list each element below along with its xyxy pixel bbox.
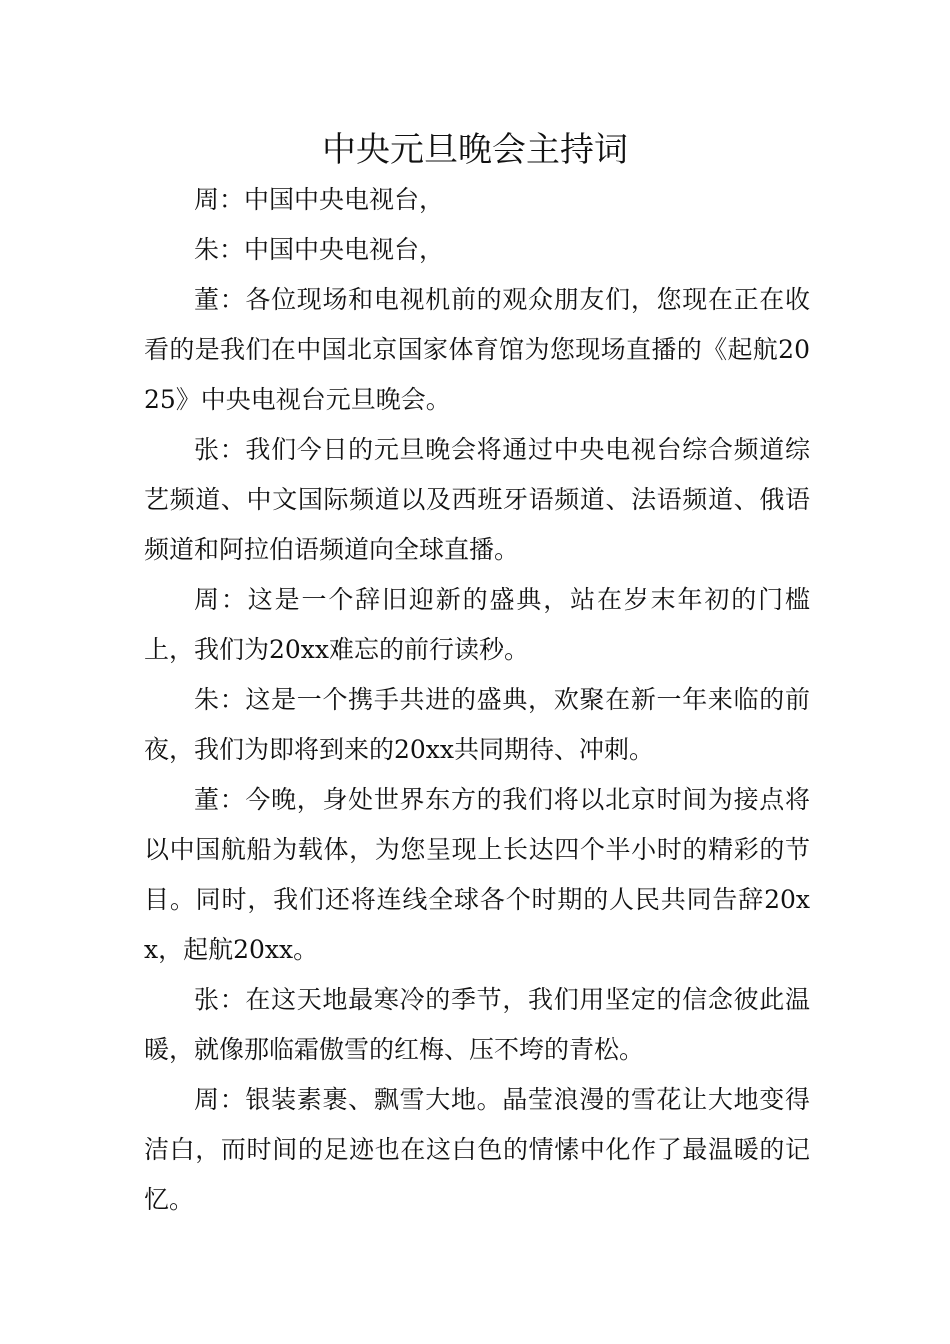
paragraph: 董：各位现场和电视机前的观众朋友们，您现在正在收看的是我们在中国北京国家体育馆为您现场直播的《起航2025》中央电视台元旦晚会。 [144, 285, 810, 414]
paragraph: 张：在这天地最寒冷的季节，我们用坚定的信念彼此温暖，就像那临霜傲雪的红梅、压不垮的青松。 [144, 985, 810, 1064]
paragraph: 董：今晚，身处世界东方的我们将以北京时间为接点将以中国航船为载体，为您呈现上长达四个半小时的精彩的节目。同时，我们还将连线全球各个时期的人民共同告辞20xx，起航20xx。 [144, 785, 810, 964]
paragraph: 周：这是一个辞旧迎新的盛典，站在岁末年初的门槛上，我们为20xx难忘的前行读秒。 [144, 585, 810, 664]
paragraph: 周：银装素裹、飘雪大地。晶莹浪漫的雪花让大地变得洁白，而时间的足迹也在这白色的情愫中化作了最温暖的记忆。 [144, 1085, 810, 1214]
document-title: 中央元旦晚会主持词 [322, 130, 628, 170]
paragraph: 朱：这是一个携手共进的盛典，欢聚在新一年来临的前夜，我们为即将到来的20xx共同期待、冲刺。 [144, 685, 810, 764]
paragraph: 张：我们今日的元旦晚会将通过中央电视台综合频道综艺频道、中文国际频道以及西班牙语频道、法语频道、俄语频道和阿拉伯语频道向全球直播。 [144, 435, 810, 564]
paragraph: 朱：中国中央电视台， [194, 235, 445, 264]
document-body [144, 175, 810, 1225]
paragraph: 周：中国中央电视台， [194, 185, 445, 214]
